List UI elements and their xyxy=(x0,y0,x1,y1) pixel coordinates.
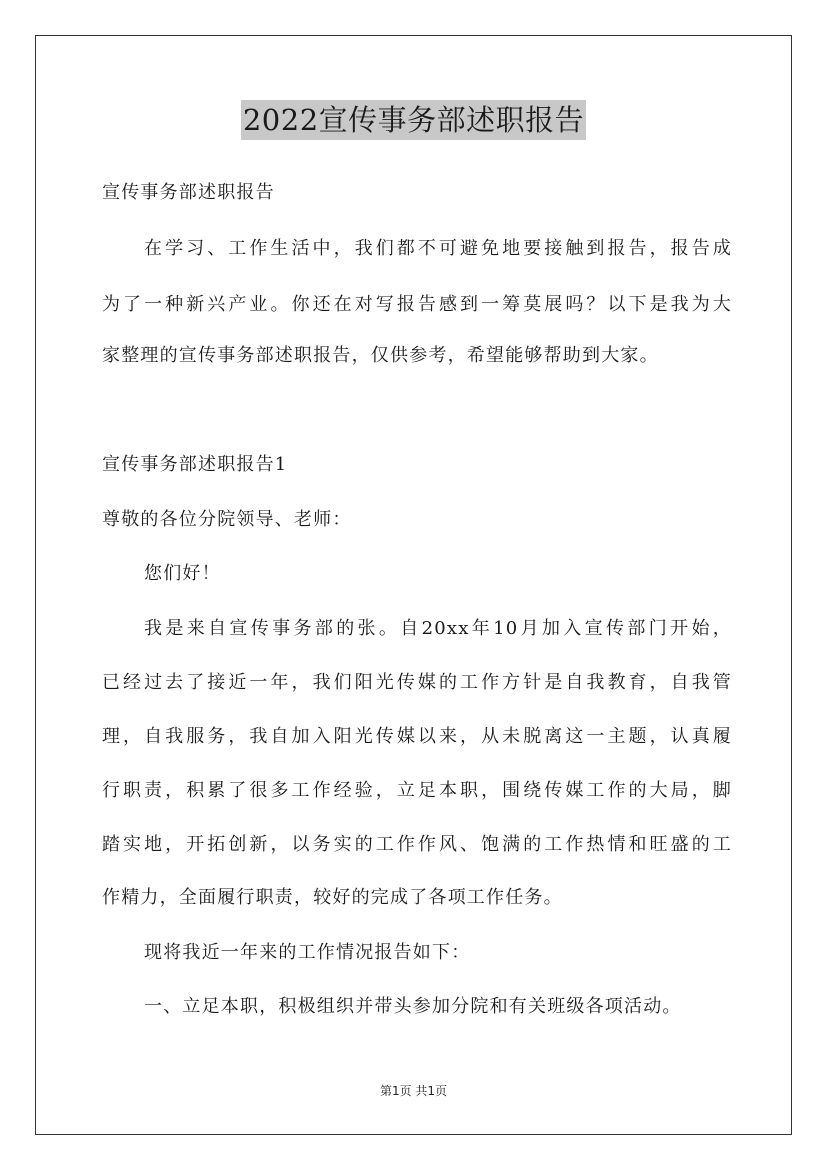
salutation: 尊敬的各位分院领导、老师： xyxy=(102,509,352,530)
report-intro: 现将我近一年来的工作情况报告如下： xyxy=(144,942,471,963)
body-line-3: 理，自我服务，我自加入阳光传媒以来，从未脱离这一主题，认真履 xyxy=(102,726,732,747)
title-container xyxy=(0,100,827,140)
body-line-4: 行职责，积累了很多工作经验，立足本职，围绕传媒工作的大局，脚 xyxy=(102,780,732,801)
document-title: 2022宣传事务部述职报告 xyxy=(241,100,586,140)
intro-line-1: 在学习、工作生活中，我们都不可避免地要接触到报告，报告成 xyxy=(144,238,732,259)
body-line-1: 我是来自宣传事务部的张。自20xx年10月加入宣传部门开始， xyxy=(144,618,732,639)
body-line-2: 已经过去了接近一年，我们阳光传媒的工作方针是自我教育，自我管 xyxy=(102,672,732,693)
greeting: 您们好！ xyxy=(144,563,221,584)
document-subtitle: 宣传事务部述职报告 xyxy=(102,182,275,203)
intro-line-2: 为了一种新兴产业。你还在对写报告感到一筹莫展吗？以下是我为大 xyxy=(102,294,732,315)
page-number: 第1页 共1页 xyxy=(379,1084,448,1098)
body-line-5: 踏实地，开拓创新，以务实的工作作风、饱满的工作热情和旺盛的工 xyxy=(102,834,732,855)
intro-line-3: 家整理的宣传事务部述职报告，仅供参考，希望能够帮助到大家。 xyxy=(102,345,659,366)
item-1: 一、立足本职，积极组织并带头参加分院和有关班级各项活动。 xyxy=(144,996,682,1017)
section-heading: 宣传事务部述职报告1 xyxy=(102,454,288,475)
body-line-6: 作精力，全面履行职责，较好的完成了各项工作任务。 xyxy=(102,887,563,908)
